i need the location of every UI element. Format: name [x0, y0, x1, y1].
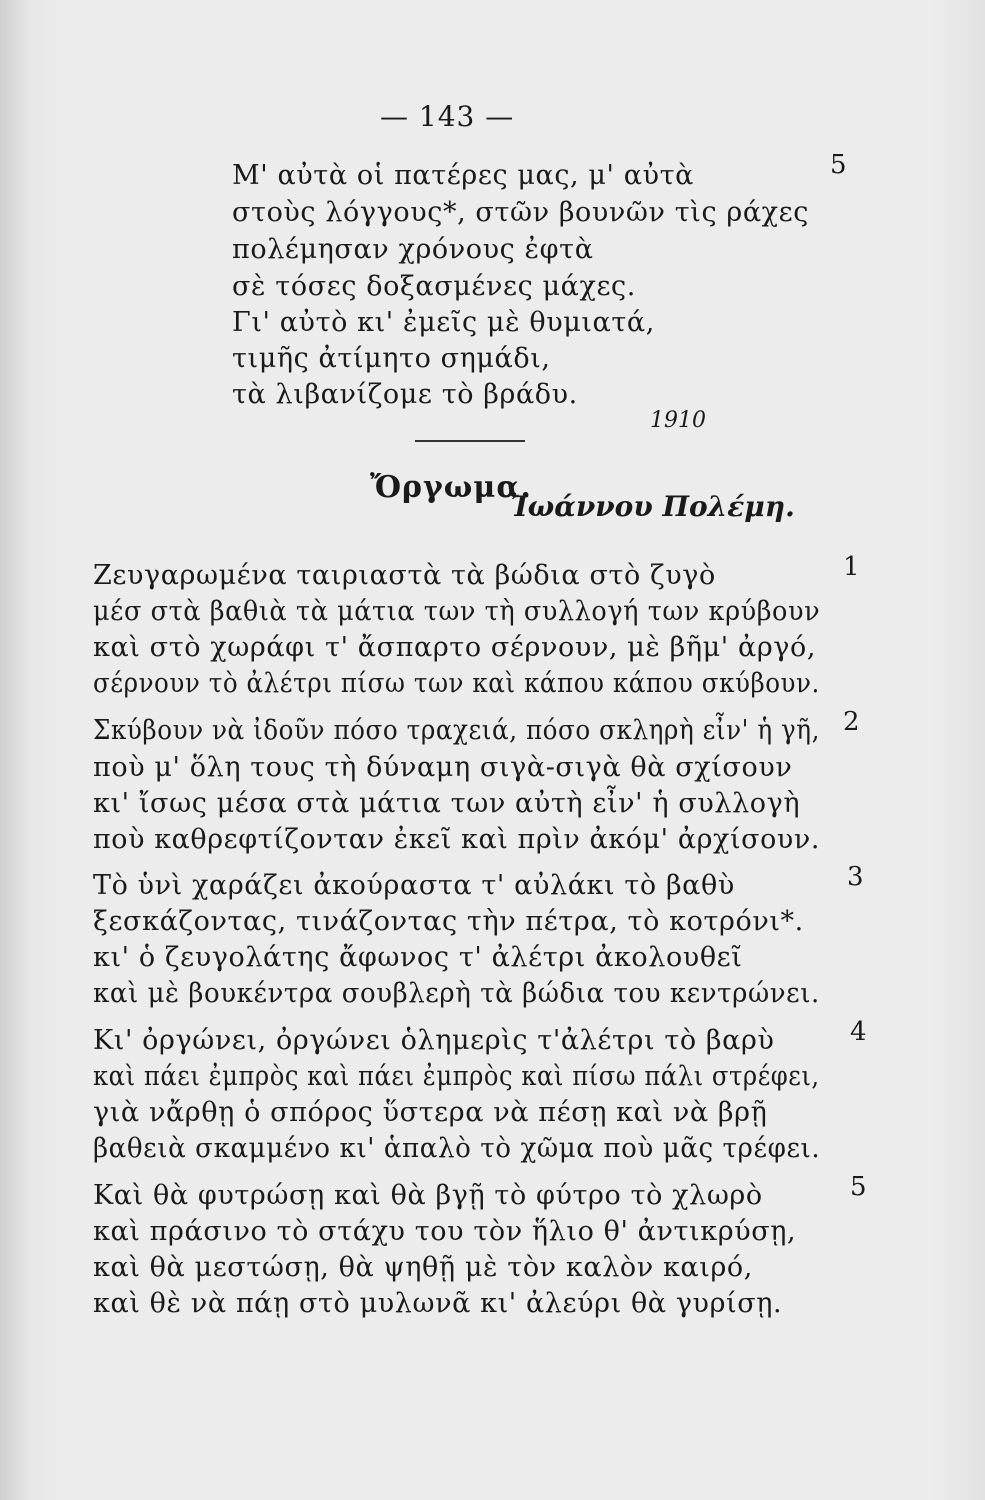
verse-line: κι' ἴσως μέσα στὰ μάτια των αὐτὴ εἶν' ἡ συλλογὴ [93, 788, 801, 819]
page-number: — 143 — [380, 100, 515, 133]
verse-line: καὶ στὸ χωράφι τ' ἄσπαρτο σέρνουν, μὲ βῆμ' ἀργό, [93, 632, 817, 663]
stanza-number: 2 [843, 707, 860, 737]
stanza-number: 3 [847, 862, 864, 892]
verse-line: μέσ στὰ βαθιὰ τὰ μάτια των τὴ συλλογή των κρύβουν [93, 596, 821, 627]
verse-line: ξεσκάζοντας, τινάζοντας τὴν πέτρα, τὸ κοτρόνι*. [93, 906, 804, 937]
verse-line: ποὺ μ' ὅλη τους τὴ δύναμη σιγὰ-σιγὰ θὰ σχίσουν [93, 752, 793, 783]
verse-line: Κι' ὀργώνει, ὀργώνει ὁλημερὶς τ'ἀλέτρι τὸ βαρὺ [93, 1025, 775, 1056]
verse-line: καὶ θὲ νὰ πάῃ στὸ μυλωνᾶ κι' ἀλεύρι θὰ γυρίσῃ. [93, 1288, 783, 1319]
stanza-number: 5 [830, 150, 847, 180]
verse-line: στοὺς λόγγους*, στῶν βουνῶν τὶς ράχες [232, 197, 809, 228]
verse-line: Καὶ θὰ φυτρώσῃ καὶ θὰ βγῇ τὸ φύτρο τὸ χλωρὸ [93, 1180, 763, 1211]
poem-title: Ὄργωμα. [370, 470, 532, 505]
verse-line: Γι' αὐτὸ κι' ἐμεῖς μὲ θυμιατά, [232, 307, 655, 338]
verse-line: τὰ λιβανίζομε τὸ βράδυ. [232, 379, 578, 410]
poem-author: Ἰωάννου Πολέμη. [510, 490, 795, 523]
verse-line: Σκύβουν νὰ ἰδοῦν πόσο τραχειά, πόσο σκληρὴ εἶν' ἡ γῆ, [93, 715, 820, 746]
verse-line: Τὸ ὑνὶ χαράζει ἀκούραστα τ' αὐλάκι τὸ βαθὺ [93, 870, 735, 901]
verse-line: Ζευγαρωμένα ταιριαστὰ τὰ βώδια στὸ ζυγὸ [93, 560, 716, 591]
poem-year: 1910 [650, 408, 706, 433]
section-divider [415, 440, 525, 442]
stanza-number: 5 [850, 1172, 867, 1202]
verse-line: καὶ μὲ βουκέντρα σουβλερὴ τὰ βώδια του κεντρώνει. [93, 978, 820, 1009]
stanza-number: 4 [850, 1017, 867, 1047]
verse-line: ποὺ καθρεφτίζονταν ἐκεῖ καὶ πρὶν ἀκόμ' ἀρχίσουν. [93, 824, 820, 855]
stanza-number: 1 [843, 552, 860, 582]
verse-line: πολέμησαν χρόνους ἐφτὰ [232, 234, 594, 265]
verse-line: καὶ πράσινο τὸ στάχυ του τὸν ἥλιο θ' ἀντικρύσῃ, [93, 1216, 797, 1247]
verse-line: κι' ὁ ζευγολάτης ἄφωνος τ' ἀλέτρι ἀκολουθεῖ [93, 942, 743, 973]
verse-line: τιμῆς ἀτίμητο σημάδι, [232, 343, 551, 374]
verse-line: σέρνουν τὸ ἀλέτρι πίσω των καὶ κάπου κάπου σκύβουν. [93, 668, 820, 699]
verse-line: σὲ τόσες δοξασμένες μάχες. [232, 271, 636, 302]
verse-line: καὶ θὰ μεστώσῃ, θὰ ψηθῇ μὲ τὸν καλὸν καιρό, [93, 1252, 753, 1283]
verse-line: Μ' αὐτὰ οἱ πατέρες μας, μ' αὐτὰ [232, 160, 694, 191]
verse-line: γιὰ νἄρθῃ ὁ σπόρος ὕστερα νὰ πέσῃ καὶ νὰ βρῇ [93, 1097, 768, 1128]
verse-line: βαθειὰ σκαμμένο κι' ἁπαλὸ τὸ χῶμα ποὺ μᾶς τρέφει. [93, 1133, 821, 1164]
verse-line: καὶ πάει ἐμπρὸς καὶ πάει ἐμπρὸς καὶ πίσω πάλι στρέφει, [93, 1061, 820, 1092]
